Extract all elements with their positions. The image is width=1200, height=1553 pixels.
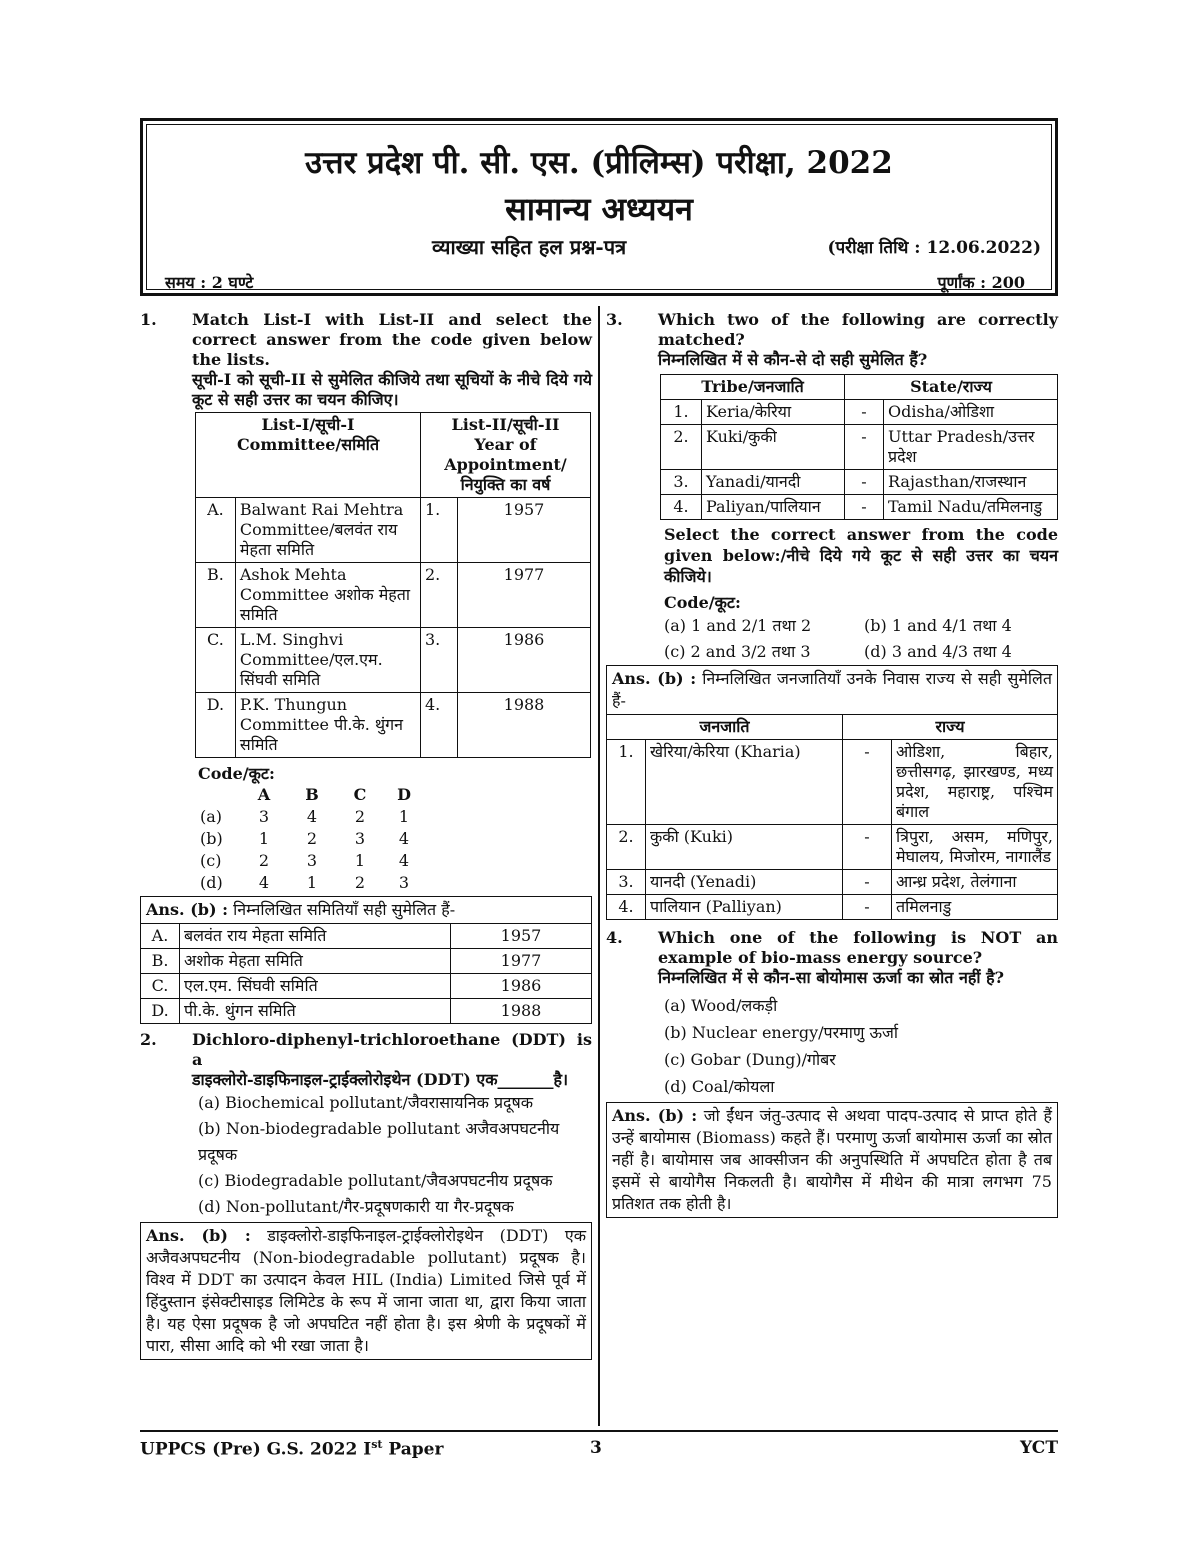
answer-text: जो ईंधन जंतु-उत्पाद से अथवा पादप-उत्पाद से प्राप्त होते हैं उन्हें बायोमास (Biomass) कहते हैं। परमाणु ऊर्जा बायोमास ऊर्जा का स्रोत नहीं है। बायोमास जब आक्सीजन की अनुपस्थिति में अपघटित होता है तब इसमें से बायोगैस निकलती है। बायोगैस में मीथेन की मात्रा लगभग 75 प्रतिशत तक होती है।: [612, 1106, 1052, 1213]
committee-name: L.M. Singhvi Committee/एल.एम. सिंघवी समिति: [235, 628, 420, 693]
table-row: [661, 425, 1058, 470]
q4-answer: [606, 1102, 1058, 1218]
question-number: 1.: [140, 310, 157, 329]
row-number: 1.: [607, 740, 646, 825]
option-b: (b) Nuclear energy/परमाणु ऊर्जा: [664, 1023, 899, 1042]
footer-paper-end: Paper: [382, 1439, 444, 1460]
row-number: 1.: [661, 400, 702, 425]
q3-code-title: Code/कूट:: [664, 593, 741, 612]
page-number: 3: [590, 1438, 602, 1458]
code-value: 3: [258, 807, 270, 826]
table-row: [607, 825, 1058, 870]
left-column: [140, 310, 592, 1360]
tribe-name: Keria/केरिया: [702, 400, 845, 425]
row-dash: -: [843, 895, 892, 920]
code-value: 4: [398, 829, 410, 848]
tribe-name: कुकी (Kuki): [646, 825, 843, 870]
question-text-hi: निम्नलिखित में से कौन-सा बोयोमास ऊर्जा का स्रोत नहीं है?: [658, 968, 1004, 987]
answer-text: निम्नलिखित जनजातियाँ उनके निवास राज्य से सही सुमेलित हैं-: [612, 669, 1053, 710]
table-row: [141, 974, 592, 999]
option-label: (c): [200, 851, 222, 870]
code-value: 2: [354, 873, 366, 892]
tribe-name: Kuki/कुकी: [702, 425, 845, 470]
q2-answer: [140, 1222, 592, 1360]
state-header: State/राज्य: [845, 375, 1058, 400]
code-value: 1: [306, 873, 318, 892]
row-letter: B.: [141, 949, 180, 974]
option-a: (a) Biochemical pollutant/जैवरासायनिक प्रदूषक: [198, 1093, 534, 1112]
q1-col1-header-b: Committee/समिति: [236, 435, 380, 454]
table-row: [661, 495, 1058, 520]
appointment-year: 1957: [451, 924, 592, 949]
appointment-year: 1977: [451, 949, 592, 974]
tribe-name: यानदी (Yenadi): [646, 870, 843, 895]
code-value: 4: [398, 851, 410, 870]
row-number: 2.: [607, 825, 646, 870]
subject-title: सामान्य अध्ययन: [505, 190, 693, 228]
code-value: 4: [258, 873, 270, 892]
option-a: (a) Wood/लकड़ी: [664, 996, 778, 1015]
q1-col2-header-a: List-II/सूची-II: [451, 415, 560, 434]
appointment-year: 1988: [451, 999, 592, 1024]
code-head: D: [397, 785, 411, 804]
paper-subtitle: व्याख्या सहित हल प्रश्न-पत्र: [432, 235, 627, 259]
option-c: (c) Biodegradable pollutant/जैवअपघटनीय प्रदूषक: [198, 1171, 553, 1190]
row-letter: A.: [141, 924, 180, 949]
tribe-header: Tribe/जनजाति: [661, 375, 845, 400]
question-number: 2.: [140, 1030, 157, 1049]
row-number: 2.: [661, 425, 702, 470]
appointment-year: 1988: [458, 693, 591, 758]
answer-label: Ans. (b) :: [612, 669, 697, 688]
question-text-en: Which two of the following are correctly matched?: [658, 310, 1058, 349]
row-dash: -: [845, 400, 884, 425]
question-text-hi: निम्नलिखित में से कौन-से दो सही सुमेलित हैं?: [658, 350, 928, 369]
code-value: 3: [398, 873, 410, 892]
table-row: [661, 400, 1058, 425]
exam-title: उत्तर प्रदेश पी. सी. एस. (प्रीलिम्स) परीक्षा, 2022: [305, 145, 893, 181]
state-name: आन्ध्र प्रदेश, तेलंगाना: [892, 870, 1058, 895]
ans-tribe-header: जनजाति: [607, 715, 843, 740]
row-number: 4.: [421, 693, 458, 758]
row-number: 1.: [421, 498, 458, 563]
appointment-year: 1957: [458, 498, 591, 563]
option-b: (b) Non-biodegradable pollutant अजैवअपघटनीय प्रदूषक: [198, 1119, 560, 1164]
exam-date: (परीक्षा तिथि : 12.06.2022): [827, 238, 1041, 258]
committee-name: Balwant Rai Mehtra Committee/बलवंत राय मेहता समिति: [235, 498, 420, 563]
question-4: [606, 928, 1058, 988]
table-row: [196, 563, 591, 628]
option-b: (b) 1 and 4/1 तथा 4: [864, 616, 1012, 635]
footer-paper-name: [140, 1438, 443, 1460]
question-text-hi: डाइक्लोरो-डाइफिनाइल-ट्राईक्लोरोइथेन (DDT) एक_______है।: [192, 1070, 569, 1089]
answer-label: Ans. (b) :: [146, 900, 228, 919]
row-letter: D.: [196, 693, 236, 758]
question-1: [140, 310, 592, 410]
code-grid: [200, 784, 592, 894]
option-label: (b): [200, 829, 223, 848]
table-row: [607, 870, 1058, 895]
q1-code-block: [198, 762, 592, 894]
q2-options: [198, 1090, 592, 1220]
question-3: [606, 310, 1058, 370]
option-d: (d) Non-pollutant/गैर-प्रदूषणकारी या गैर-प्रदूषक: [198, 1197, 514, 1216]
table-row: [196, 498, 591, 563]
q1-answer-table: [140, 923, 592, 1024]
question-text-en: Which one of the following is NOT an example of bio-mass energy source?: [658, 928, 1058, 967]
option-label: (a): [200, 807, 223, 826]
committee-name: Ashok Mehta Committee अशोक मेहता समिति: [235, 563, 420, 628]
code-head: B: [305, 785, 319, 804]
row-dash: -: [843, 870, 892, 895]
question-number: 3.: [606, 310, 623, 329]
question-2: [140, 1030, 592, 1090]
code-value: 1: [398, 807, 410, 826]
row-number: 2.: [421, 563, 458, 628]
table-row: [607, 895, 1058, 920]
q1-col2-header: [421, 413, 591, 498]
committee-name: P.K. Thungun Committee पी.के. थुंगन समिति: [235, 693, 420, 758]
row-letter: D.: [141, 999, 180, 1024]
answer-label: Ans. (b) :: [612, 1106, 698, 1125]
row-dash: -: [843, 825, 892, 870]
code-head: C: [353, 785, 367, 804]
q3-instruction: Select the correct answer from the code given below:/नीचे दिये गये कूट से सही उत्तर का चयन कीजिये।: [664, 525, 1058, 586]
footer-paper-sup: st: [371, 1438, 383, 1451]
option-d: (d) 3 and 4/3 तथा 4: [864, 642, 1012, 661]
table-row: [196, 628, 591, 693]
code-value: 1: [258, 829, 270, 848]
table-row: [141, 999, 592, 1024]
row-letter: B.: [196, 563, 236, 628]
table-row: [661, 470, 1058, 495]
row-number: 4.: [661, 495, 702, 520]
row-letter: C.: [196, 628, 236, 693]
q1-answer: [140, 896, 592, 923]
state-name: Odisha/ओडिशा: [884, 400, 1058, 425]
committee-name: बलवंत राय मेहता समिति: [180, 924, 451, 949]
state-name: Rajasthan/राजस्थान: [884, 470, 1058, 495]
code-title: Code/कूट:: [198, 764, 275, 783]
answer-label: Ans. (b) :: [146, 1226, 251, 1245]
row-number: 3.: [421, 628, 458, 693]
q1-match-table: [195, 412, 591, 758]
committee-name: एल.एम. सिंघवी समिति: [180, 974, 451, 999]
code-value: 1: [354, 851, 366, 870]
state-name: Tamil Nadu/तमिलनाडु: [884, 495, 1058, 520]
q3-match-table: [660, 374, 1058, 520]
code-value: 2: [354, 807, 366, 826]
appointment-year: 1977: [458, 563, 591, 628]
row-dash: -: [845, 425, 884, 470]
code-value: 2: [306, 829, 318, 848]
code-value: 3: [306, 851, 318, 870]
committee-name: पी.के. थुंगन समिति: [180, 999, 451, 1024]
committee-name: अशोक मेहता समिति: [180, 949, 451, 974]
question-text-hi: सूची-I को सूची-II से सुमेलित कीजिये तथा सूचियों के नीचे दिये गये कूट से सही उत्तर का चयन कीजिए।: [192, 370, 592, 409]
state-name: Uttar Pradesh/उत्तर प्रदेश: [884, 425, 1058, 470]
q4-options: [664, 992, 1058, 1100]
tribe-name: Paliyan/पालियान: [702, 495, 845, 520]
answer-text: डाइक्लोरो-डाइफिनाइल-ट्राईक्लोरोइथेन (DDT) एक अजैवअपघटनीय (Non-biodegradable pollutant) प्रदूषक है। विश्व में DDT का उत्पादन केवल HIL (India) Limited जिसे पूर्व में हिंदुस्तान इंसेक्टीसाइड लिमिटेड के रूप में जाना जाता था, द्वारा किया जाता है। यह ऐसा प्रदूषक है जो अपघटित नहीं होता है। इस श्रेणी के प्रदूषकों में पारा, सीसा आदि को भी रखा जाता है।: [146, 1226, 586, 1355]
publisher-name: YCT: [1019, 1438, 1058, 1458]
state-name: तमिलनाडु: [892, 895, 1058, 920]
row-dash: -: [845, 470, 884, 495]
table-row: [141, 924, 592, 949]
row-number: 4.: [607, 895, 646, 920]
option-label: (d): [200, 873, 223, 892]
time-limit: समय : 2 घण्टे: [165, 273, 254, 292]
q1-col2-header-b: Year of Appointment/ नियुक्ति का वर्ष: [444, 435, 567, 494]
appointment-year: 1986: [451, 974, 592, 999]
row-letter: A.: [196, 498, 236, 563]
option-c: (c) Gobar (Dung)/गोबर: [664, 1050, 836, 1069]
state-name: ओडिशा, बिहार, छत्तीसगढ़, झारखण्ड, मध्य प्रदेश, महाराष्ट्र, पश्चिम बंगाल: [892, 740, 1058, 825]
q3-answer: [606, 665, 1058, 714]
question-number: 4.: [606, 928, 623, 947]
footer-paper-text: UPPCS (Pre) G.S. 2022 I: [140, 1439, 372, 1460]
ans-state-header: राज्य: [843, 715, 1058, 740]
header-inner-border: [146, 124, 1052, 290]
total-marks: पूर्णांक : 200: [937, 273, 1025, 292]
tribe-name: खेरिया/केरिया (Kharia): [646, 740, 843, 825]
row-number: 3.: [661, 470, 702, 495]
option-c: (c) 2 and 3/2 तथा 3: [664, 642, 811, 661]
question-text-en: Match List-I with List-II and select the correct answer from the code given below the lists.: [192, 310, 592, 369]
code-value: 2: [258, 851, 270, 870]
q3-answer-table: [606, 714, 1058, 920]
table-row: [141, 949, 592, 974]
table-row: [196, 693, 591, 758]
row-number: 3.: [607, 870, 646, 895]
code-value: 3: [354, 829, 366, 848]
q1-col1-header: [196, 413, 421, 498]
column-divider: [598, 306, 600, 1426]
tribe-name: Yanadi/यानदी: [702, 470, 845, 495]
option-a: (a) 1 and 2/1 तथा 2: [664, 616, 812, 635]
state-name: त्रिपुरा, असम, मणिपुर, मेघालय, मिजोरम, नागालैंड: [892, 825, 1058, 870]
code-head: A: [257, 785, 271, 804]
row-dash: -: [845, 495, 884, 520]
right-column: [606, 310, 1058, 1218]
q3-options: [664, 613, 1058, 665]
q1-col1-header-a: List-I/सूची-I: [261, 415, 355, 434]
answer-text: निम्नलिखित समितियाँ सही सुमेलित हैं-: [233, 900, 456, 919]
tribe-name: पालियान (Palliyan): [646, 895, 843, 920]
code-value: 4: [306, 807, 318, 826]
table-row: [607, 740, 1058, 825]
row-letter: C.: [141, 974, 180, 999]
row-dash: -: [843, 740, 892, 825]
question-text-en: Dichloro-diphenyl-trichloroethane (DDT) is a: [192, 1030, 592, 1069]
footer-rule: [140, 1430, 1058, 1432]
header-box: [140, 118, 1058, 296]
option-d: (d) Coal/कोयला: [664, 1077, 775, 1096]
appointment-year: 1986: [458, 628, 591, 693]
